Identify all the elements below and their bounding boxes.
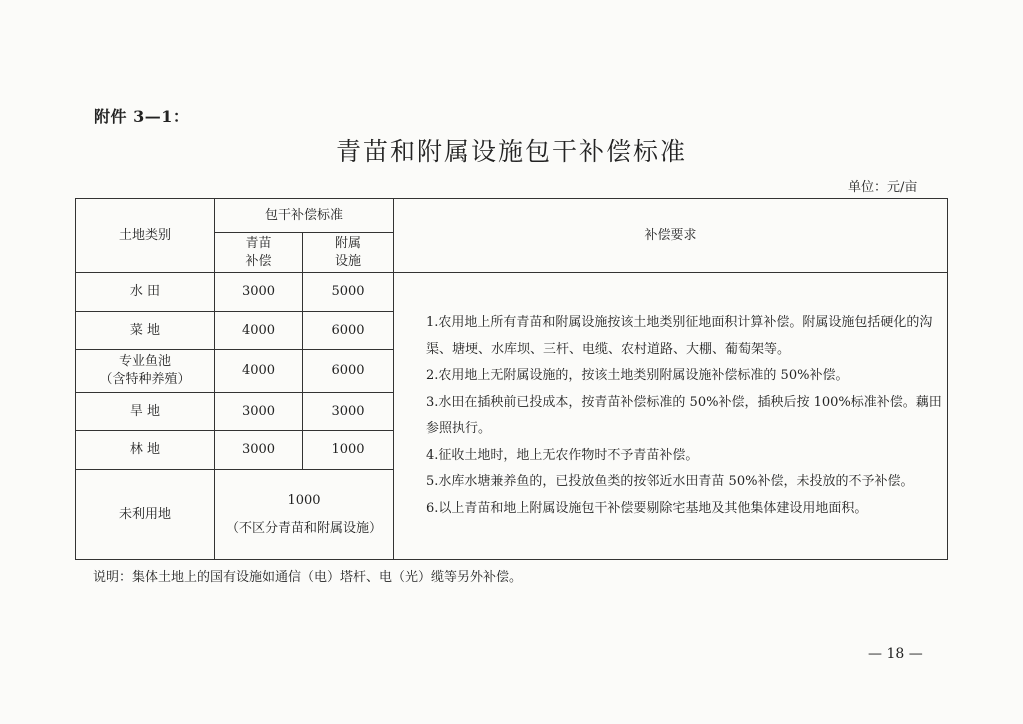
header-facility-text: 附属 设施 — [335, 235, 362, 269]
unused-value-note: （不区分青苗和附属设施） — [226, 520, 383, 536]
requirement-item: 1.农用地上所有青苗和附属设施按该土地类别征地面积计算补偿。附属设施包括硬化的沟渠、塘埂、水库坝、三杆、电缆、农村道路、大棚、葡萄架等。 — [426, 315, 933, 357]
attachment-label: 附件 3—1： — [94, 107, 190, 126]
document-title: 青苗和附属设施包干补偿标准 — [335, 137, 687, 166]
land-type-cell: 林 地 — [76, 431, 215, 470]
facility-value: 6000 — [303, 350, 394, 393]
land-type-cell: 旱 地 — [76, 393, 215, 431]
land-type-cell — [76, 350, 215, 393]
seedling-value: 4000 — [215, 350, 303, 393]
facility-value: 1000 — [303, 431, 394, 470]
requirement-item: 6.以上青苗和地上附属设施包干补偿要剔除宅基地及其他集体建设用地面积。 — [426, 500, 868, 516]
requirement-item: 3.水田在插秧前已投成本，按青苗补偿标准的 50%补偿，插秧后按 100%标准补偿。藕田参照执行。 — [426, 394, 942, 436]
requirement-item: 4.征收土地时，地上无农作物时不予青苗补偿。 — [426, 447, 699, 463]
unit-label: 单位：元/亩 — [848, 180, 918, 195]
requirement-item: 2.农用地上无附属设施的，按该土地类别附属设施补偿标准的 50%补偿。 — [426, 368, 849, 383]
header-land-type: 土地类别 — [76, 199, 215, 273]
footnote: 说明：集体土地上的国有设施如通信（电）塔杆、电（光）缆等另外补偿。 — [93, 570, 523, 585]
header-standard: 包干补偿标准 — [215, 199, 394, 233]
facility-value: 6000 — [303, 312, 394, 350]
facility-value: 5000 — [303, 273, 394, 312]
seedling-value: 3000 — [215, 273, 303, 312]
requirements-cell — [394, 273, 948, 560]
compensation-table — [75, 198, 948, 560]
land-type-cell: 菜 地 — [76, 312, 215, 350]
unused-value: 1000 — [287, 492, 321, 508]
page-number: — 18 — — [868, 646, 923, 662]
land-type-cell: 未利用地 — [76, 470, 215, 560]
header-seedling-text: 青苗 补偿 — [245, 235, 272, 269]
facility-value: 3000 — [303, 393, 394, 431]
seedling-value: 3000 — [215, 431, 303, 470]
requirement-item: 5.水库水塘兼养鱼的，已投放鱼类的按邻近水田青苗 50%补偿，未投放的不予补偿。 — [426, 474, 914, 489]
land-type-cell: 水 田 — [76, 273, 215, 312]
unused-value-cell — [215, 470, 394, 560]
header-requirements: 补偿要求 — [394, 199, 948, 273]
header-facility — [303, 233, 394, 273]
seedling-value: 3000 — [215, 393, 303, 431]
header-seedling — [215, 233, 303, 273]
seedling-value: 4000 — [215, 312, 303, 350]
land-type-text: 专业鱼池 （含特种养殖） — [99, 354, 191, 387]
